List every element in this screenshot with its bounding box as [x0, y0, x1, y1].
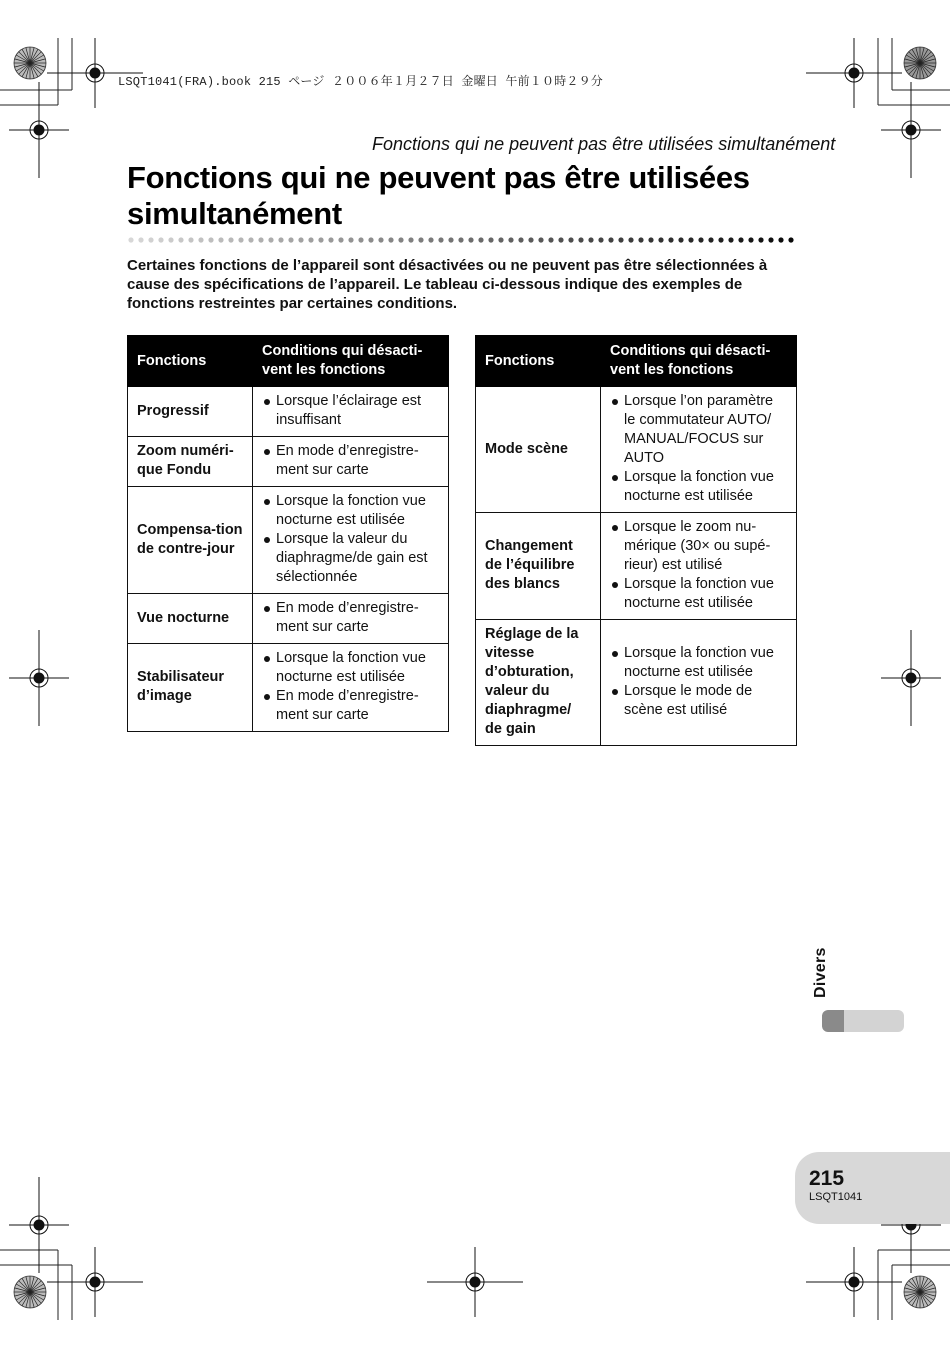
rule-dot [528, 237, 533, 242]
conditions-cell [253, 387, 449, 437]
condition-item: Lorsque l’éclairage est insuffisant [263, 392, 439, 430]
function-name: Vue nocturne [128, 594, 253, 644]
table-row [128, 594, 449, 644]
conditions-cell [253, 644, 449, 732]
right-restrictions-table [475, 335, 797, 746]
rule-dot [228, 237, 233, 242]
left-restrictions-table [127, 335, 449, 732]
condition-item: Lorsque la fonction vue nocturne est utilisée [611, 468, 787, 506]
rule-dot [508, 237, 513, 242]
rule-dot [308, 237, 313, 242]
function-name: Réglage de la vitesse d’obturation, valeur du diaphragme/ de gain [476, 620, 601, 746]
condition-item: Lorsque la fonction vue nocturne est utilisée [263, 649, 439, 687]
rule-dot [288, 237, 293, 242]
rule-dot [468, 237, 473, 242]
function-name: Compensa-tion de contre-jour [128, 487, 253, 594]
table-row [128, 644, 449, 732]
function-name: Zoom numéri-que Fondu [128, 437, 253, 487]
rule-dot [578, 237, 583, 242]
section-side-label: Divers [812, 947, 829, 998]
condition-item: Lorsque le mode de scène est utilisé [611, 682, 787, 720]
rule-dot [598, 237, 603, 242]
rule-dot [738, 237, 743, 242]
table-row [476, 513, 797, 620]
rule-dot [668, 237, 673, 242]
condition-item: Lorsque le zoom nu-mérique (30× ou supé-rieur) est utilisé [611, 518, 787, 575]
rule-dot [708, 237, 713, 242]
rule-dot [208, 237, 213, 242]
header-functions: Fonctions [476, 336, 601, 387]
intro-paragraph: Certaines fonctions de l’appareil sont désactivées ou ne peuvent pas être sélectionnées à cause des spécifications de l’appareil. Le tableau ci-dessous indique des exemples de fonctions restreintes par certaines conditions. [127, 257, 768, 312]
function-name: Progressif [128, 387, 253, 437]
header-functions: Fonctions [128, 336, 253, 387]
rule-dot [168, 237, 173, 242]
condition-item: Lorsque la fonction vue nocturne est utilisée [611, 644, 787, 682]
rule-dot [498, 237, 503, 242]
condition-item: Lorsque l’on paramètre le commutateur AUTO/ MANUAL/FOCUS sur AUTO [611, 392, 787, 468]
rule-dot [698, 237, 703, 242]
page-code: LSQT1041 [809, 1191, 863, 1203]
header-conditions: Conditions qui désacti-vent les fonctions [253, 336, 449, 387]
rule-dot [628, 237, 633, 242]
book-header-line: LSQT1041(FRA).book 215 ページ ２００６年１月２７日 金曜日 午前１０時２９分 [118, 75, 603, 89]
rule-dot [358, 237, 363, 242]
rule-dot [648, 237, 653, 242]
rule-dot [788, 237, 793, 242]
rule-dot [198, 237, 203, 242]
rule-dot [768, 237, 773, 242]
rule-dot [638, 237, 643, 242]
rule-dot [328, 237, 333, 242]
rule-dot [518, 237, 523, 242]
rule-dot [538, 237, 543, 242]
rule-dot [318, 237, 323, 242]
condition-item: Lorsque la fonction vue nocturne est utilisée [611, 575, 787, 613]
table-row [128, 487, 449, 594]
running-head: Fonctions qui ne peuvent pas être utilisées simultanément [372, 134, 836, 154]
page-title: Fonctions qui ne peuvent pas être utilisées simultanément [127, 160, 750, 231]
conditions-cell [601, 513, 797, 620]
rule-dot [188, 237, 193, 242]
rule-dot [388, 237, 393, 242]
rule-dot [428, 237, 433, 242]
section-tab-indicator [822, 1010, 904, 1032]
table-header-row [128, 336, 449, 387]
rule-dot [338, 237, 343, 242]
conditions-cell [253, 437, 449, 487]
rule-dot [778, 237, 783, 242]
rule-dot [268, 237, 273, 242]
rule-dot [148, 237, 153, 242]
rule-dot [418, 237, 423, 242]
rule-dot [438, 237, 443, 242]
rule-dot [248, 237, 253, 242]
condition-item: En mode d’enregistre-ment sur carte [263, 599, 439, 637]
rule-dot [278, 237, 283, 242]
rule-dot [728, 237, 733, 242]
rule-dot [618, 237, 623, 242]
rule-dot [218, 237, 223, 242]
rule-dot [178, 237, 183, 242]
title-dot-rule [127, 236, 799, 244]
function-name: Changement de l’équilibre des blancs [476, 513, 601, 620]
rule-dot [588, 237, 593, 242]
condition-item: Lorsque la valeur du diaphragme/de gain est sélectionnée [263, 530, 439, 587]
page-number: 215 [809, 1167, 845, 1190]
table-row [128, 437, 449, 487]
function-name: Stabilisateur d’image [128, 644, 253, 732]
table-row [476, 620, 797, 746]
rule-dot [688, 237, 693, 242]
rule-dot [128, 237, 133, 242]
rule-dot [298, 237, 303, 242]
condition-item: En mode d’enregistre-ment sur carte [263, 442, 439, 480]
rule-dot [548, 237, 553, 242]
rule-dot [658, 237, 663, 242]
function-name: Mode scène [476, 387, 601, 513]
rule-dot [608, 237, 613, 242]
conditions-cell [601, 387, 797, 513]
rule-dot [478, 237, 483, 242]
rule-dot [258, 237, 263, 242]
rule-dot [758, 237, 763, 242]
rule-dot [488, 237, 493, 242]
rule-dot [398, 237, 403, 242]
rule-dot [718, 237, 723, 242]
table-row [476, 387, 797, 513]
rule-dot [678, 237, 683, 242]
rule-dot [448, 237, 453, 242]
table-row [128, 387, 449, 437]
rule-dot [348, 237, 353, 242]
conditions-cell [253, 594, 449, 644]
rule-dot [138, 237, 143, 242]
rule-dot [158, 237, 163, 242]
condition-item: En mode d’enregistre-ment sur carte [263, 687, 439, 725]
conditions-cell [253, 487, 449, 594]
header-conditions: Conditions qui désacti-vent les fonctions [601, 336, 797, 387]
rule-dot [378, 237, 383, 242]
rule-dot [748, 237, 753, 242]
rule-dot [568, 237, 573, 242]
rule-dot [408, 237, 413, 242]
table-header-row [476, 336, 797, 387]
rule-dot [458, 237, 463, 242]
conditions-cell [601, 620, 797, 746]
rule-dot [238, 237, 243, 242]
rule-dot [558, 237, 563, 242]
rule-dot [368, 237, 373, 242]
condition-item: Lorsque la fonction vue nocturne est utilisée [263, 492, 439, 530]
